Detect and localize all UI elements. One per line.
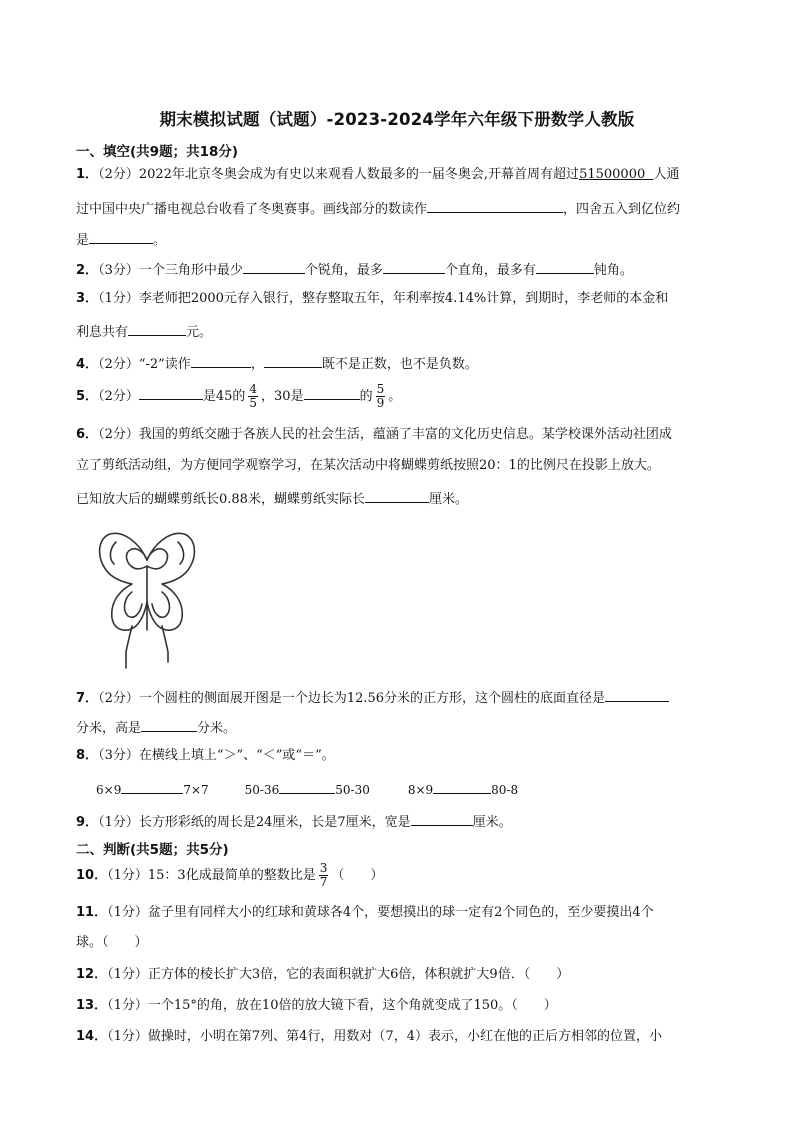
answer-blank[interactable] — [141, 716, 197, 732]
question-1-line-3: 是 。 — [76, 228, 166, 251]
question-8: 8．（3分）在横线上填上“＞”、“＜”或“＝”。 — [76, 748, 335, 763]
question-3-line-2: 利息共有 元。 — [76, 320, 212, 343]
fraction: $\frac{5}{9}$ — [376, 382, 385, 410]
question-1-line-2: 过中国中央广播电视总台收看了冬奥赛事。画线部分的数读作 ，四舍五入到亿位约 — [76, 197, 680, 220]
answer-blank[interactable] — [365, 487, 429, 503]
question-1-line-1: 1．（2分）2022年北京冬奥会成为有史以来观看人数最多的一届冬奥会,开幕首周有超过51500000 人通 — [76, 167, 680, 182]
answer-blank[interactable] — [243, 258, 305, 274]
underlined-number: 51500000 — [579, 167, 646, 182]
question-9: 9．（1分）长方形彩纸的周长是24厘米，长是7厘米，宽是 厘米。 — [76, 810, 512, 833]
question-6-line-3: 已知放大后的蝴蝶剪纸长0.88米，蝴蝶剪纸实际长 厘米。 — [76, 487, 468, 510]
question-5: 5．（2分） 是45的 $\frac{4}{5}$ ，30是 的 $\frac{5}{9}$ 。 — [76, 382, 402, 410]
question-6-line-2: 立了剪纸活动组，为方便同学观察学习，在某次活动中将蝴蝶剪纸按照20：1的比例尺在投影上放大。 — [76, 458, 660, 473]
answer-blank[interactable] — [139, 384, 203, 400]
answer-blank[interactable] — [605, 686, 669, 702]
answer-blank[interactable] — [264, 352, 322, 368]
question-7-line-1: 7．（2分）一个圆柱的侧面展开图是一个边长为12.56分米的正方形，这个圆柱的底面直径是 — [76, 686, 669, 709]
butterfly-paper-cut-image — [92, 522, 202, 670]
answer-blank[interactable] — [433, 778, 491, 794]
question-4: 4．（2分）“-2”读作 ， 既不是正数，也不是负数。 — [76, 352, 478, 375]
question-6-line-1: 6．（2分）我国的剪纸交融于各族人民的社会生活，蕴涵了丰富的文化历史信息。某学校课外活动社团成 — [76, 427, 672, 442]
question-score: （2分） — [98, 167, 139, 182]
question-13: 13．（1分）一个15°的角，放在10倍的放大镜下看，这个角就变成了150。（ ） — [76, 998, 557, 1013]
answer-blank[interactable] — [304, 384, 360, 400]
answer-blank[interactable] — [536, 258, 594, 274]
question-12: 12．（1分）正方体的棱长扩大3倍，它的表面积就扩大6倍，体积就扩大9倍．（ ） — [76, 967, 570, 982]
question-8-expressions: 6×9 7×7 50-36 50-30 8×9 80-8 — [96, 778, 518, 800]
section-judge-header: 二、判断(共5题；共5分) — [76, 842, 229, 858]
page-title: 期末模拟试题（试题）-2023-2024学年六年级下册数学人教版 — [159, 110, 635, 129]
section-fill-in-header: 一、填空(共9题；共18分) — [76, 144, 239, 160]
fraction: $\frac{4}{5}$ — [249, 382, 258, 410]
answer-blank[interactable] — [383, 258, 445, 274]
question-7-line-2: 分米，高是 分米。 — [76, 716, 236, 739]
question-14: 14．（1分）做操时，小明在第7列、第4行，用数对（7，4）表示，小红在他的正后方相邻的位置，小 — [76, 1029, 662, 1044]
question-10: 10．（1分）15：3化成最简单的整数比是 $\frac{3}{7}$ （ ） — [76, 861, 384, 889]
question-11-line-2: 球。（ ） — [76, 935, 148, 950]
answer-blank[interactable] — [89, 228, 153, 244]
question-text: 2022年北京冬奥会成为有史以来观看人数最多的一届冬奥会,开幕首周有超过 — [138, 167, 580, 182]
fraction: $\frac{3}{7}$ — [319, 861, 328, 889]
answer-blank[interactable] — [411, 810, 473, 826]
answer-blank[interactable] — [128, 320, 186, 336]
answer-blank[interactable] — [427, 197, 563, 213]
question-3-line-1: 3．（1分）李老师把2000元存入银行，整存整取五年，年利率按4.14%计算，到期时，李老师的本金和 — [76, 291, 669, 306]
answer-blank[interactable] — [121, 778, 183, 794]
question-number: 1 — [76, 167, 86, 182]
question-2: 2．（3分）一个三角形中最少 个锐角，最多 个直角，最多有 钝角。 — [76, 258, 633, 281]
question-11-line-1: 11．（1分）盆子里有同样大小的红球和黄球各4个，要想摸出的球一定有2个同色的，至少要摸出4个 — [76, 905, 654, 920]
answer-blank[interactable] — [279, 778, 335, 794]
answer-blank[interactable] — [191, 352, 251, 368]
